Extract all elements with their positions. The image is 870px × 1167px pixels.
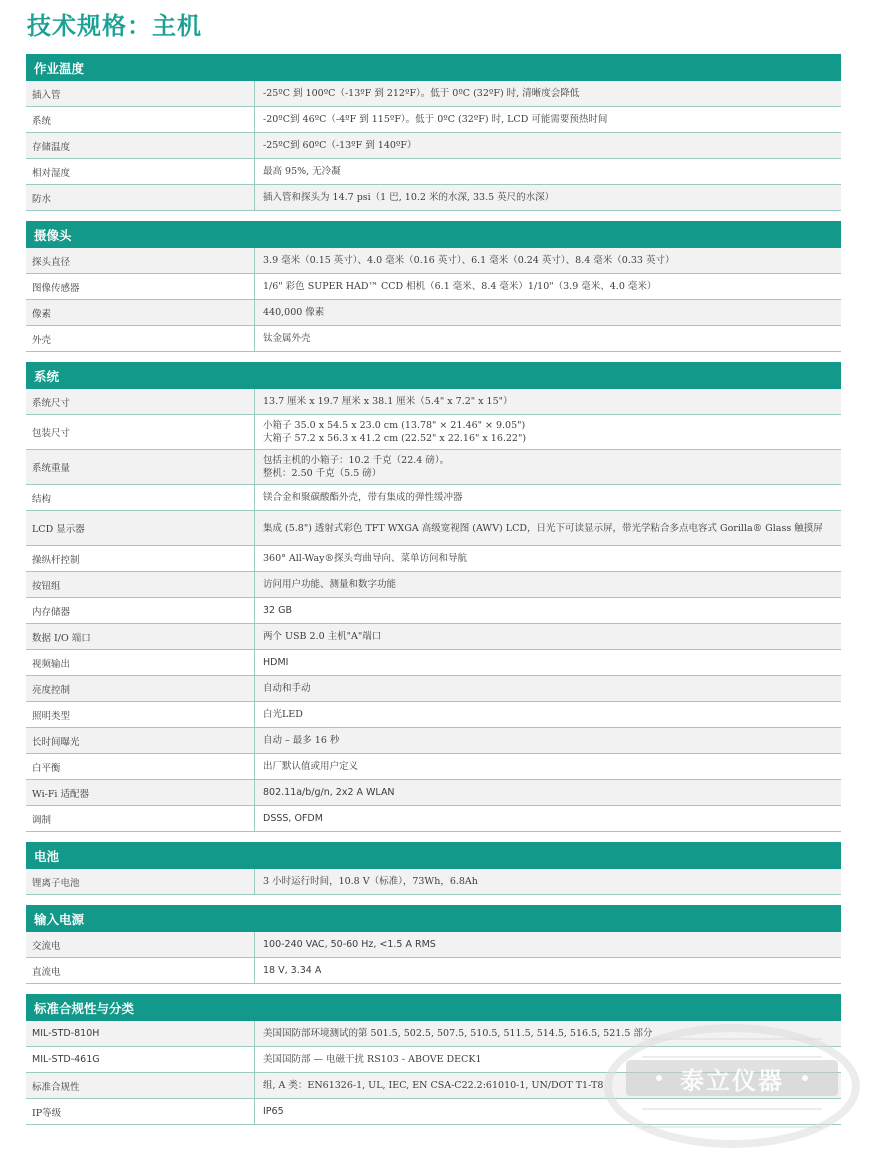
table-row <box>26 624 841 650</box>
section-header: 标准合规性与分类 <box>26 994 841 1021</box>
row-label: 操纵杆控制 <box>26 546 255 571</box>
row-value: 360° All-Way®探头弯曲导向、菜单访问和导航 <box>263 553 467 564</box>
row-value-line: 小箱子 35.0 x 54.5 x 23.0 cm (13.78" × 21.46" × 9.05") <box>263 420 526 431</box>
row-value: 白光LED <box>263 709 303 720</box>
row-label: Wi-Fi 适配器 <box>26 780 255 805</box>
row-label: 探头直径 <box>26 248 255 273</box>
row-value: 100-240 VAC, 50-60 Hz, <1.5 A RMS <box>263 939 436 950</box>
page-title: 技术规格：主机 <box>27 12 202 40</box>
row-value: 插入管和探头为 14.7 psi（1 巴, 10.2 米的水深, 33.5 英尺的水深） <box>263 192 555 203</box>
spec-table <box>26 54 841 1135</box>
table-row <box>26 1047 841 1073</box>
row-label: 视频输出 <box>26 650 255 675</box>
watermark-text: 泰立仪器 <box>680 1066 784 1095</box>
section-header: 输入电源 <box>26 905 841 932</box>
row-value: 440,000 像素 <box>263 307 325 318</box>
row-label: 标准合规性 <box>26 1073 255 1098</box>
row-label: 系统尺寸 <box>26 389 255 414</box>
row-value: 出厂默认值或用户定义 <box>263 761 359 772</box>
table-row <box>26 572 841 598</box>
table-row <box>26 107 841 133</box>
table-row <box>26 1021 841 1047</box>
row-label: 存储温度 <box>26 133 255 158</box>
row-label: 像素 <box>26 300 255 325</box>
table-row <box>26 159 841 185</box>
row-label: IP等级 <box>26 1099 255 1124</box>
table-row <box>26 415 841 450</box>
row-value: 钛金属外壳 <box>263 333 311 344</box>
table-row <box>26 546 841 572</box>
table-row <box>26 511 841 546</box>
row-value: IP65 <box>263 1106 284 1117</box>
table-row <box>26 389 841 415</box>
row-value: 最高 95%, 无冷凝 <box>263 166 341 177</box>
table-row <box>26 1073 841 1099</box>
row-label: 防水 <box>26 185 255 210</box>
row-value: 802.11a/b/g/n, 2x2 A WLAN <box>263 787 395 798</box>
row-value: 3 小时运行时间，10.8 V（标准），73Wh，6.8Ah <box>263 876 478 887</box>
row-label: 长时间曝光 <box>26 728 255 753</box>
row-value-line: 大箱子 57.2 x 56.3 x 41.2 cm (22.52" x 22.16" x 16.22") <box>263 433 527 444</box>
row-value: 两个 USB 2.0 主机"A"端口 <box>263 631 382 642</box>
row-label: 调制 <box>26 806 255 831</box>
row-value: HDMI <box>263 657 289 668</box>
row-value: 集成 (5.8") 透射式彩色 TFT WXGA 高级宽视图 (AWV) LCD，日光下可读显示屏，带光学粘合多点电容式 Gorilla® Glass 触摸屏 <box>263 522 823 534</box>
table-row <box>26 81 841 107</box>
row-label: 按钮组 <box>26 572 255 597</box>
table-row <box>26 450 841 485</box>
row-value: 18 V, 3.34 A <box>263 965 322 976</box>
table-row <box>26 932 841 958</box>
section-system <box>26 362 841 832</box>
row-label: 锂离子电池 <box>26 869 255 894</box>
row-value: -25ºC 到 100ºC（-13ºF 到 212ºF）。低于 0ºC (32ºF) 时, 清晰度会降低 <box>263 88 580 99</box>
row-label: 直流电 <box>26 958 255 983</box>
row-value-multiline <box>255 419 841 445</box>
row-label: 亮度控制 <box>26 676 255 701</box>
row-value: 访问用户功能、测量和数字功能 <box>263 579 397 590</box>
row-label: 外壳 <box>26 326 255 351</box>
table-row <box>26 869 841 895</box>
table-row <box>26 185 841 211</box>
row-value: -20ºC到 46ºC（-4ºF 到 115ºF）。低于 0ºC (32ºF) 时, LCD 可能需要预热时间 <box>263 114 608 125</box>
row-label: 相对湿度 <box>26 159 255 184</box>
row-label: 插入管 <box>26 81 255 106</box>
table-row <box>26 676 841 702</box>
row-label: 交流电 <box>26 932 255 957</box>
row-value-multiline <box>255 454 841 480</box>
row-label: 系统 <box>26 107 255 132</box>
section-battery <box>26 842 841 895</box>
row-label: MIL-STD-461G <box>26 1047 255 1072</box>
row-label: 照明类型 <box>26 702 255 727</box>
table-row <box>26 958 841 984</box>
section-header: 电池 <box>26 842 841 869</box>
row-label: 结构 <box>26 485 255 510</box>
section-input-power <box>26 905 841 984</box>
table-row <box>26 300 841 326</box>
row-value: 自动和手动 <box>263 683 311 694</box>
row-label: 白平衡 <box>26 754 255 779</box>
table-row <box>26 754 841 780</box>
row-value: -25ºC到 60ºC（-13ºF 到 140ºF） <box>263 140 417 151</box>
row-label: 图像传感器 <box>26 274 255 299</box>
table-row <box>26 248 841 274</box>
row-label: MIL-STD-810H <box>26 1021 255 1046</box>
section-camera <box>26 221 841 352</box>
row-value: 1/6" 彩色 SUPER HAD™ CCD 相机（6.1 毫米、8.4 毫米）1/10"（3.9 毫米、4.0 毫米） <box>263 281 657 292</box>
row-value: 3.9 毫米（0.15 英寸）、4.0 毫米（0.16 英寸）、6.1 毫米（0.24 英寸）、8.4 毫米（0.33 英寸） <box>263 255 675 266</box>
table-row <box>26 133 841 159</box>
section-header: 系统 <box>26 362 841 389</box>
row-label: 内存储器 <box>26 598 255 623</box>
section-header: 作业温度 <box>26 54 841 81</box>
row-value-line: 整机：2.50 千克（5.5 磅） <box>263 468 382 479</box>
row-label: LCD 显示器 <box>26 511 255 545</box>
row-label: 包装尺寸 <box>26 415 255 449</box>
table-row <box>26 485 841 511</box>
table-row <box>26 806 841 832</box>
table-row <box>26 650 841 676</box>
row-value: 美国国防部 — 电磁干扰 RS103 - ABOVE DECK1 <box>263 1054 482 1065</box>
row-value: 组, A 类：EN61326-1, UL, IEC, EN CSA-C22.2:61010-1, UN/DOT T1-T8 <box>263 1080 604 1091</box>
row-label: 数据 I/O 端口 <box>26 624 255 649</box>
table-row <box>26 274 841 300</box>
table-row <box>26 702 841 728</box>
row-value: DSSS, OFDM <box>263 813 323 824</box>
row-value: 32 GB <box>263 605 292 616</box>
section-header: 摄像头 <box>26 221 841 248</box>
table-row <box>26 728 841 754</box>
table-row <box>26 780 841 806</box>
table-row <box>26 326 841 352</box>
table-row <box>26 598 841 624</box>
row-value: 13.7 厘米 x 19.7 厘米 x 38.1 厘米（5.4" x 7.2" x 15"） <box>263 396 513 407</box>
section-operating-temperature <box>26 54 841 211</box>
table-row <box>26 1099 841 1125</box>
row-value: 美国国防部环境测试的第 501.5, 502.5, 507.5, 510.5, 511.5, 514.5, 516.5, 521.5 部分 <box>263 1028 653 1039</box>
row-value: 自动 – 最多 16 秒 <box>263 735 340 746</box>
row-label: 系统重量 <box>26 450 255 484</box>
row-value: 镁合金和聚碳酸酯外壳，带有集成的弹性缓冲器 <box>263 492 463 503</box>
section-compliance <box>26 994 841 1125</box>
row-value-line: 包括主机的小箱子：10.2 千克（22.4 磅）。 <box>263 455 450 466</box>
